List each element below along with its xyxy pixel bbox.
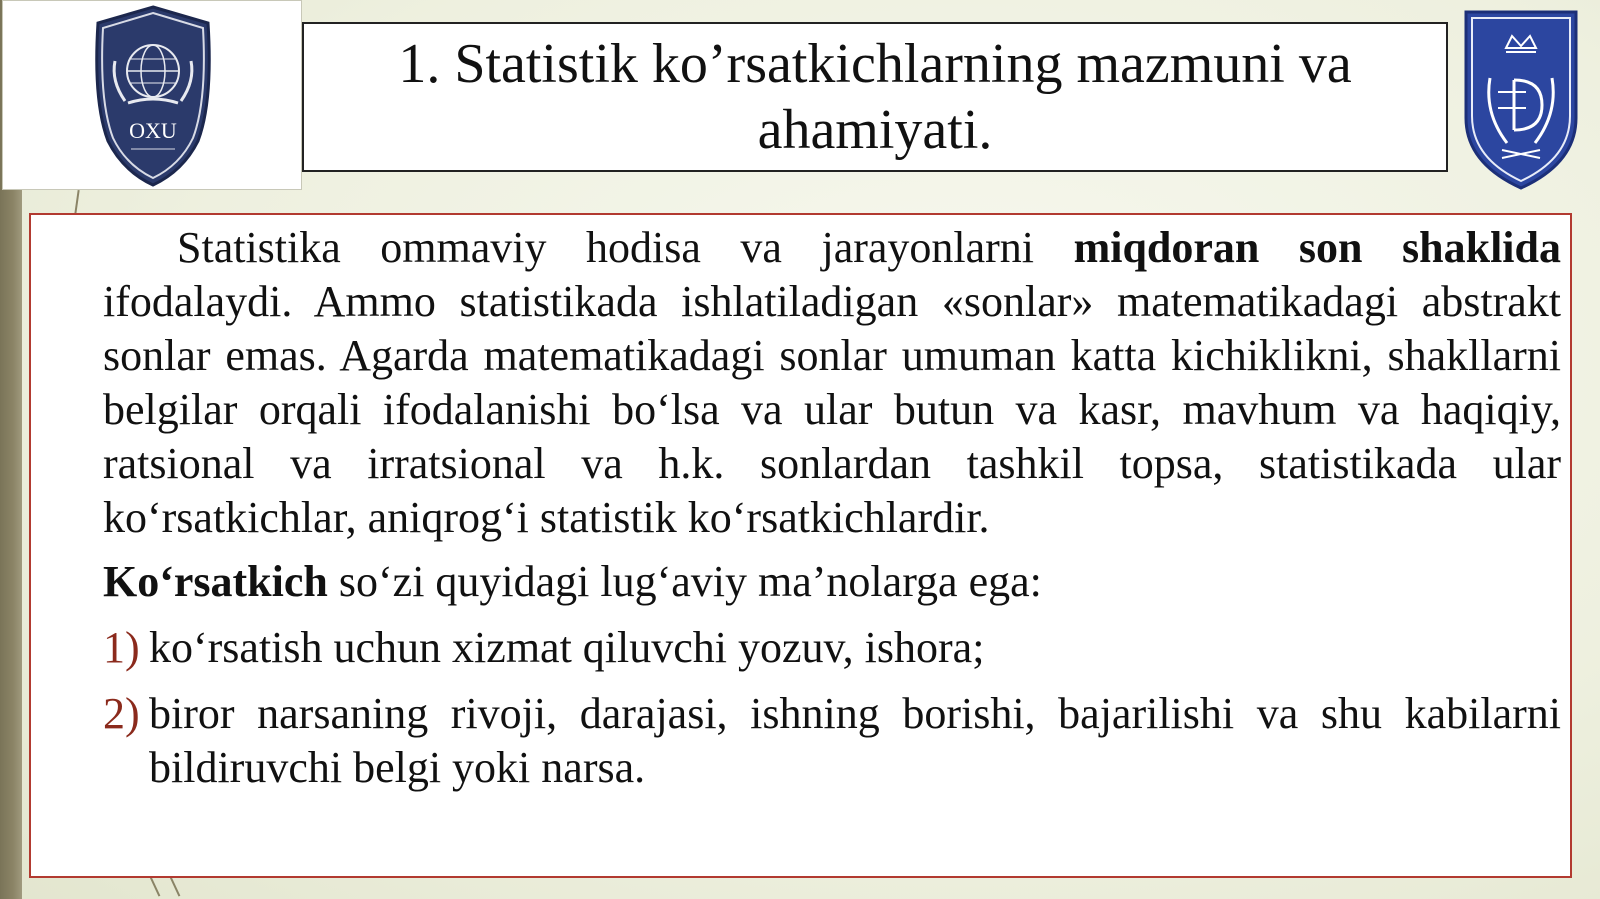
content-box <box>29 213 1572 878</box>
paragraph1-bold-phrase: miqdoran son shaklida <box>1073 223 1561 272</box>
paragraph2-bold-term: Ko‘rsatkich <box>103 557 328 606</box>
paragraph-statistika <box>103 221 1561 545</box>
paragraph-korsatkich <box>103 555 1561 609</box>
crown-laurel-shield-logo-icon <box>1462 8 1580 190</box>
meaning-list <box>103 621 1561 795</box>
paragraph1-text-start: Statistika ommaviy hodisa va jarayonlarni <box>177 223 1074 272</box>
slide-title: 1. Statistik ko’rsatkichlarning mazmuni va ahamiyati. <box>398 33 1352 161</box>
title-box <box>302 22 1448 172</box>
left-logo-panel <box>2 0 302 190</box>
list-item-text: biror narsaning rivoji, darajasi, ishning borishi, bajarilishi va shu kabilarni bildiruvchi belgi yoki narsa. <box>149 689 1561 792</box>
right-logo <box>1462 8 1580 190</box>
oxu-university-shield-logo-icon <box>3 1 303 191</box>
logo-text: OXU <box>129 118 177 143</box>
list-number: 2) <box>103 689 140 738</box>
content-body <box>103 221 1561 795</box>
list-item <box>103 621 1561 675</box>
paragraph2-text: so‘zi quyidagi lug‘aviy ma’nolarga ega: <box>327 557 1042 606</box>
list-item <box>103 687 1561 795</box>
list-number: 1) <box>103 623 140 672</box>
paragraph1-text-end: ifodalaydi. Ammo statistikada ishlatiladigan «sonlar» matematikadagi abstrakt sonlar emas. Agarda matematikadagi sonlar umuman katta kichiklikni, shakllarni belgilar orqali ifodalanishi bo‘lsa va ular butun va kasr, mavhum va haqiqiy, ratsional va irratsional va h.k. sonlardan tashkil topsa, statistikada ular ko‘rsatkichlar, aniqrog‘i statistik ko‘rsatkichlardir. <box>103 277 1561 542</box>
list-item-text: ko‘rsatish uchun xizmat qiluvchi yozuv, ishora; <box>149 623 985 672</box>
